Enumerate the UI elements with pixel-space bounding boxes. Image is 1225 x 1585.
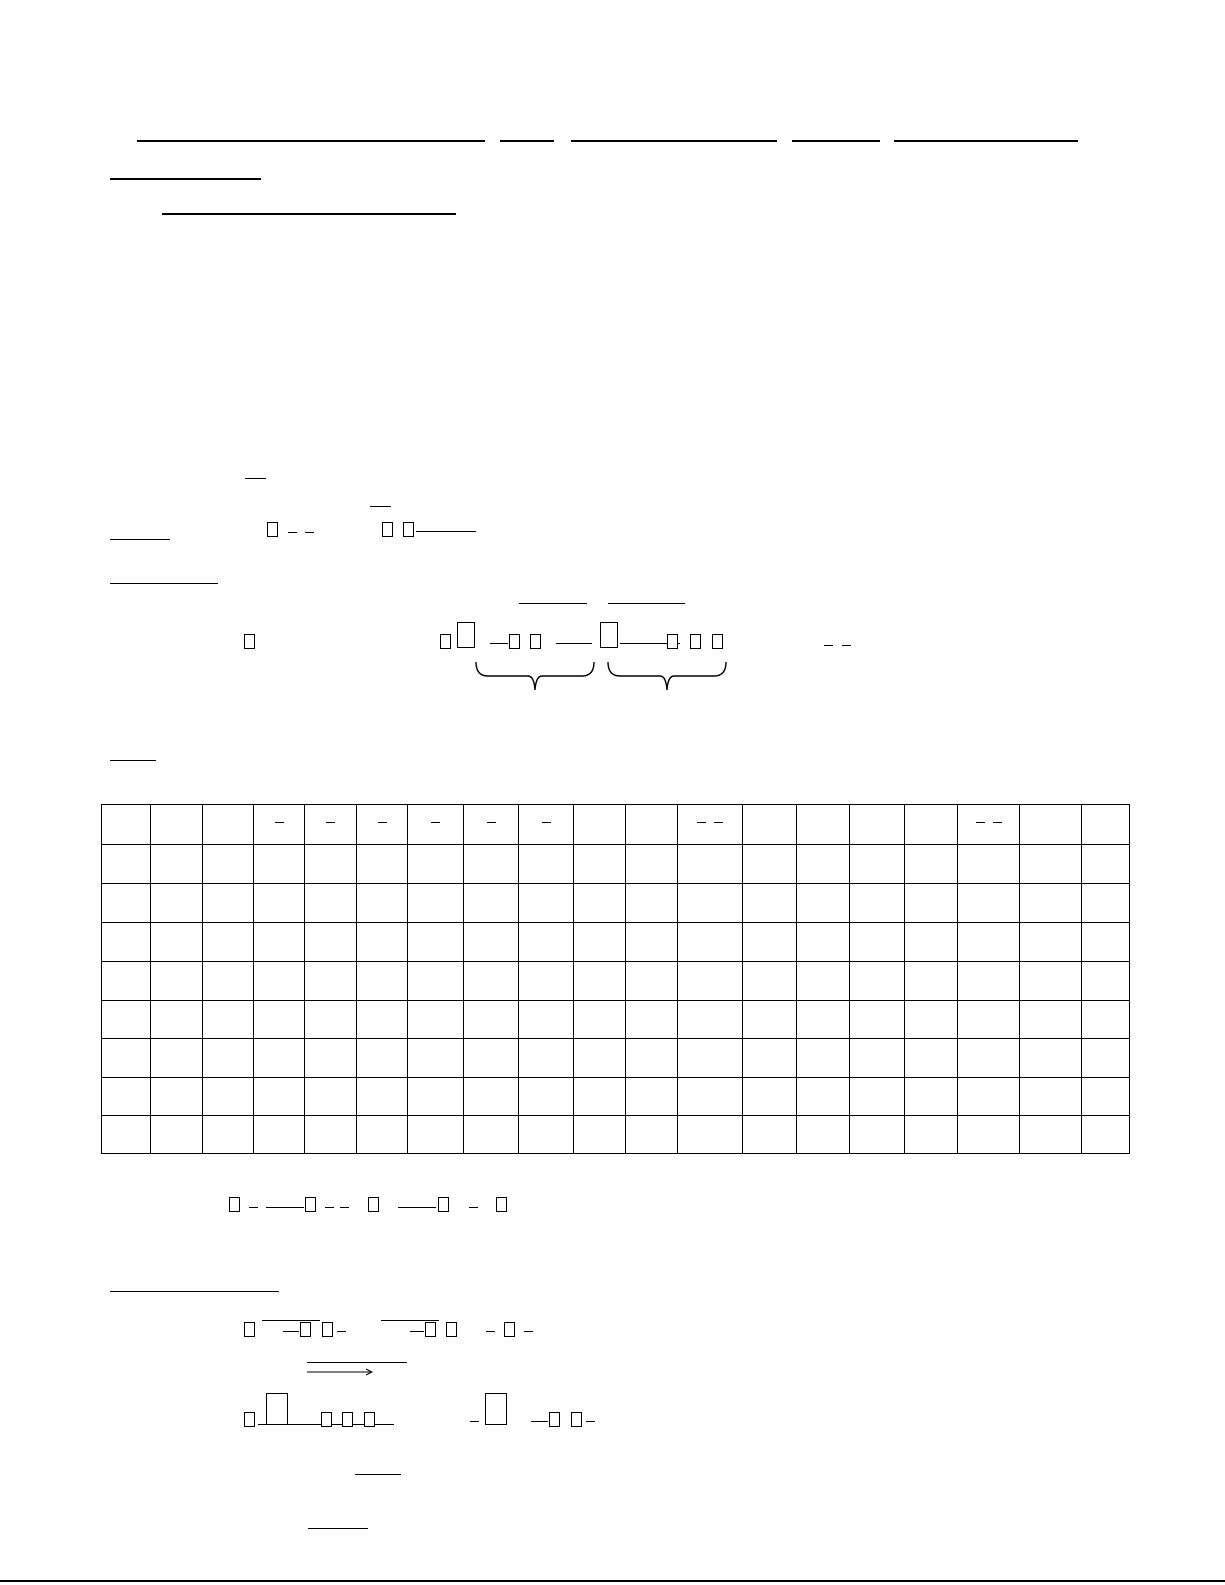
table-cell xyxy=(203,845,254,884)
table-cell xyxy=(254,1039,305,1078)
table-cell xyxy=(743,845,797,884)
table-cell xyxy=(850,923,905,962)
table-cell xyxy=(678,962,743,1001)
title-underline-6 xyxy=(110,178,261,180)
minus-sign xyxy=(486,1331,495,1332)
minus-sign xyxy=(340,1207,349,1208)
table-cell xyxy=(203,962,254,1001)
minus-sign xyxy=(249,1207,258,1208)
minus-sign xyxy=(275,822,284,823)
table-cell xyxy=(305,845,357,884)
table-cell xyxy=(102,884,151,923)
table-cell xyxy=(743,1039,797,1078)
table-cell xyxy=(626,1078,678,1116)
table-cell xyxy=(102,923,151,962)
table-cell xyxy=(797,1116,850,1154)
table-cell xyxy=(519,884,574,923)
table-cell xyxy=(464,923,519,962)
glyph-box-large xyxy=(485,1393,507,1425)
table-header-cell xyxy=(151,805,203,845)
glyph-box xyxy=(667,634,678,649)
table-cell xyxy=(574,884,626,923)
table-cell xyxy=(305,962,357,1001)
table-cell xyxy=(151,962,203,1001)
table-cell xyxy=(408,962,464,1001)
table-header-cell xyxy=(905,805,958,845)
table-cell xyxy=(743,884,797,923)
table-cell xyxy=(574,1001,626,1039)
glyph-box xyxy=(690,634,701,649)
table-cell xyxy=(958,1116,1020,1154)
table-cell xyxy=(1020,923,1082,962)
label-underline-given xyxy=(110,539,170,540)
table-cell xyxy=(1020,1116,1082,1154)
table-cell xyxy=(678,1078,743,1116)
table-cell xyxy=(1020,1078,1082,1116)
table-cell xyxy=(958,923,1020,962)
table-cell xyxy=(519,1078,574,1116)
table-header-cell xyxy=(1020,805,1082,845)
fraction-bar xyxy=(531,1421,548,1422)
table-header-row xyxy=(102,805,1130,845)
glyph-box xyxy=(496,1197,507,1212)
table-cell xyxy=(678,923,743,962)
table-header-cell xyxy=(743,805,797,845)
table-cell xyxy=(678,1039,743,1078)
table-cell xyxy=(357,923,408,962)
page-bottom-border xyxy=(0,1580,1225,1582)
table-cell xyxy=(203,923,254,962)
table-cell xyxy=(151,923,203,962)
table-row xyxy=(102,962,1130,1001)
table-cell xyxy=(203,1001,254,1039)
table-cell xyxy=(203,1078,254,1116)
table-cell xyxy=(797,1001,850,1039)
table-cell xyxy=(203,884,254,923)
table-cell xyxy=(958,1039,1020,1078)
glyph-box xyxy=(267,522,278,537)
table-cell xyxy=(254,884,305,923)
table-cell xyxy=(905,1116,958,1154)
table-cell xyxy=(626,923,678,962)
fraction-bar xyxy=(398,1207,436,1208)
table-cell xyxy=(905,1001,958,1039)
table-header-cell xyxy=(102,805,151,845)
minus-sign xyxy=(470,1421,479,1422)
table-cell xyxy=(1020,1039,1082,1078)
table-cell xyxy=(626,962,678,1001)
table-cell xyxy=(254,1001,305,1039)
table-cell xyxy=(519,923,574,962)
glyph-box xyxy=(300,1322,311,1337)
underbrace-right-icon xyxy=(606,660,728,694)
glyph-box xyxy=(571,1412,582,1427)
table-header-cell xyxy=(850,805,905,845)
minus-sign xyxy=(586,1421,595,1422)
data-table xyxy=(101,804,1130,1154)
table-cell xyxy=(305,1116,357,1154)
table-cell xyxy=(678,884,743,923)
glyph-box xyxy=(549,1412,560,1427)
table-header-cell xyxy=(305,805,357,845)
overline-2 xyxy=(370,506,391,507)
table-cell xyxy=(102,1078,151,1116)
glyph-box xyxy=(504,1322,515,1337)
glyph-box xyxy=(364,1412,375,1427)
table-cell xyxy=(1020,1001,1082,1039)
table-cell xyxy=(408,1116,464,1154)
table-cell xyxy=(151,1078,203,1116)
glyph-box xyxy=(382,522,393,537)
table-header-cell xyxy=(958,805,1020,845)
table-cell xyxy=(958,1001,1020,1039)
table-cell xyxy=(626,1039,678,1078)
table-cell xyxy=(464,845,519,884)
table-cell xyxy=(151,1116,203,1154)
table-cell xyxy=(850,1078,905,1116)
table-cell xyxy=(357,884,408,923)
glyph-box xyxy=(425,1322,436,1337)
table-row xyxy=(102,845,1130,884)
table-cell xyxy=(1020,884,1082,923)
table-cell xyxy=(254,1078,305,1116)
table-cell xyxy=(357,1116,408,1154)
table-cell xyxy=(797,923,850,962)
table-cell xyxy=(305,1078,357,1116)
table-cell xyxy=(574,923,626,962)
glyph-box xyxy=(321,1412,332,1427)
title-underline-2 xyxy=(500,140,554,142)
table-cell xyxy=(464,1116,519,1154)
subtitle-underline xyxy=(162,213,456,215)
overline-4 xyxy=(608,603,685,604)
table-cell xyxy=(203,1039,254,1078)
table-header-cell xyxy=(574,805,626,845)
table-cell xyxy=(797,962,850,1001)
table-cell xyxy=(850,1116,905,1154)
table-cell xyxy=(797,1078,850,1116)
table-cell xyxy=(1020,962,1082,1001)
table-cell xyxy=(151,845,203,884)
minus-sign xyxy=(326,822,335,823)
table-row xyxy=(102,923,1130,962)
table-cell xyxy=(305,923,357,962)
table-cell xyxy=(357,845,408,884)
table-cell xyxy=(850,1039,905,1078)
table-cell xyxy=(464,884,519,923)
table-cell xyxy=(626,1116,678,1154)
table-cell xyxy=(408,1001,464,1039)
table-cell xyxy=(626,845,678,884)
table-cell xyxy=(797,884,850,923)
table-cell xyxy=(519,845,574,884)
table-cell xyxy=(905,923,958,962)
table-cell xyxy=(464,1039,519,1078)
glyph-box xyxy=(368,1197,379,1212)
fraction-bar xyxy=(266,1207,304,1208)
table-cell xyxy=(743,923,797,962)
fraction-bar xyxy=(416,531,476,532)
label-underline-answer xyxy=(110,1291,279,1292)
table-cell xyxy=(464,962,519,1001)
minus-sign xyxy=(337,1331,346,1332)
table-cell xyxy=(958,845,1020,884)
table-cell xyxy=(905,1039,958,1078)
table-cell xyxy=(905,962,958,1001)
glyph-box xyxy=(244,634,255,649)
table-cell xyxy=(102,1039,151,1078)
table-cell xyxy=(408,923,464,962)
glyph-box xyxy=(530,634,541,649)
minus-sign xyxy=(325,1207,334,1208)
glyph-box xyxy=(403,522,414,537)
table-cell xyxy=(357,962,408,1001)
table-cell xyxy=(408,1039,464,1078)
table-cell xyxy=(850,845,905,884)
minus-sign xyxy=(714,822,723,823)
overline-8 xyxy=(355,1474,401,1475)
table-cell xyxy=(1082,1001,1130,1039)
table-cell xyxy=(743,1116,797,1154)
fraction-bar xyxy=(556,643,592,644)
table-cell xyxy=(743,1001,797,1039)
table-header-cell xyxy=(1082,805,1130,845)
table-header-cell xyxy=(254,805,305,845)
overline-1 xyxy=(245,478,266,479)
glyph-box xyxy=(446,1322,457,1337)
glyph-box xyxy=(229,1197,240,1212)
overline-3 xyxy=(519,603,587,604)
glyph-box xyxy=(712,634,723,649)
overline-7 xyxy=(307,1362,407,1363)
table-cell xyxy=(151,1039,203,1078)
table-cell xyxy=(905,845,958,884)
table-cell xyxy=(678,1116,743,1154)
table-cell xyxy=(305,1039,357,1078)
table-cell xyxy=(408,884,464,923)
table-cell xyxy=(574,962,626,1001)
table-cell xyxy=(203,1116,254,1154)
table-cell xyxy=(1082,962,1130,1001)
table-cell xyxy=(254,923,305,962)
table-cell xyxy=(958,884,1020,923)
table-cell xyxy=(1082,1039,1130,1078)
table-cell xyxy=(626,1001,678,1039)
table-row xyxy=(102,1078,1130,1116)
table-cell xyxy=(102,1116,151,1154)
table-cell xyxy=(905,1078,958,1116)
glyph-box xyxy=(322,1322,333,1337)
table-header-cell xyxy=(408,805,464,845)
table-cell xyxy=(519,1116,574,1154)
table-cell xyxy=(1082,923,1130,962)
glyph-box xyxy=(244,1412,255,1427)
table-header-cell xyxy=(519,805,574,845)
table-cell xyxy=(102,962,151,1001)
title-underline-1 xyxy=(137,140,485,142)
table-cell xyxy=(797,845,850,884)
table-cell xyxy=(574,1116,626,1154)
title-underline-3 xyxy=(571,140,777,142)
overline-6 xyxy=(381,1320,439,1321)
table-cell xyxy=(905,884,958,923)
minus-sign xyxy=(288,532,297,533)
table-cell xyxy=(102,1001,151,1039)
table-cell xyxy=(743,962,797,1001)
glyph-box-large xyxy=(600,622,618,648)
table-cell xyxy=(850,962,905,1001)
minus-sign xyxy=(469,1207,478,1208)
table-cell xyxy=(1082,845,1130,884)
table-header-cell xyxy=(203,805,254,845)
vector-arrow-icon xyxy=(306,1367,376,1377)
table-row xyxy=(102,884,1130,923)
table-cell xyxy=(797,1039,850,1078)
table-cell xyxy=(519,1001,574,1039)
table-cell xyxy=(958,962,1020,1001)
overline-9 xyxy=(308,1528,368,1529)
table-cell xyxy=(254,845,305,884)
glyph-box-large xyxy=(457,622,475,648)
table-cell xyxy=(574,845,626,884)
minus-sign xyxy=(842,645,851,646)
table-header-cell xyxy=(797,805,850,845)
minus-sign xyxy=(993,822,1002,823)
table-cell xyxy=(1082,884,1130,923)
table-cell xyxy=(408,1078,464,1116)
overline-5 xyxy=(262,1320,320,1321)
glyph-box xyxy=(509,634,520,649)
table-header-cell xyxy=(464,805,519,845)
table-cell xyxy=(519,962,574,1001)
table-header-cell xyxy=(626,805,678,845)
table-cell xyxy=(850,1001,905,1039)
label-underline-solution xyxy=(110,583,218,584)
minus-sign xyxy=(378,822,387,823)
table-cell xyxy=(408,845,464,884)
table-cell xyxy=(254,1116,305,1154)
table-cell xyxy=(1082,1116,1130,1154)
table-row xyxy=(102,1116,1130,1154)
minus-sign xyxy=(431,822,440,823)
glyph-box xyxy=(440,634,451,649)
title-underline-5 xyxy=(894,140,1078,142)
table-cell xyxy=(151,884,203,923)
table-row xyxy=(102,1039,1130,1078)
table-cell xyxy=(464,1078,519,1116)
fraction-bar xyxy=(283,1331,299,1332)
table-cell xyxy=(357,1001,408,1039)
label-underline-table xyxy=(110,760,156,761)
title-underline-4 xyxy=(792,140,880,142)
table-cell xyxy=(464,1001,519,1039)
table-cell xyxy=(574,1078,626,1116)
table-cell xyxy=(574,1039,626,1078)
table-cell xyxy=(958,1078,1020,1116)
table-cell xyxy=(305,884,357,923)
minus-sign xyxy=(305,532,314,533)
table-row xyxy=(102,1001,1130,1039)
table-cell xyxy=(519,1039,574,1078)
glyph-box-large xyxy=(266,1393,288,1425)
minus-sign xyxy=(542,822,551,823)
minus-sign xyxy=(697,822,706,823)
table-header-cell xyxy=(357,805,408,845)
table-cell xyxy=(102,845,151,884)
minus-sign xyxy=(487,822,496,823)
glyph-box xyxy=(244,1322,255,1337)
table-cell xyxy=(626,884,678,923)
table-cell xyxy=(678,1001,743,1039)
table-cell xyxy=(1020,845,1082,884)
fraction-bar xyxy=(410,1331,424,1332)
table-header-cell xyxy=(678,805,743,845)
table-cell xyxy=(357,1078,408,1116)
underbrace-left-icon xyxy=(474,660,596,694)
glyph-box xyxy=(342,1412,353,1427)
table-cell xyxy=(357,1039,408,1078)
table-cell xyxy=(305,1001,357,1039)
table-cell xyxy=(1082,1078,1130,1116)
table-cell xyxy=(678,845,743,884)
glyph-box xyxy=(438,1197,449,1212)
glyph-box xyxy=(305,1197,316,1212)
table-cell xyxy=(254,962,305,1001)
minus-sign xyxy=(524,1331,533,1332)
minus-sign xyxy=(824,645,833,646)
minus-sign xyxy=(976,822,985,823)
table-cell xyxy=(151,1001,203,1039)
fraction-bar xyxy=(490,643,508,644)
table-cell xyxy=(743,1078,797,1116)
table-cell xyxy=(850,884,905,923)
